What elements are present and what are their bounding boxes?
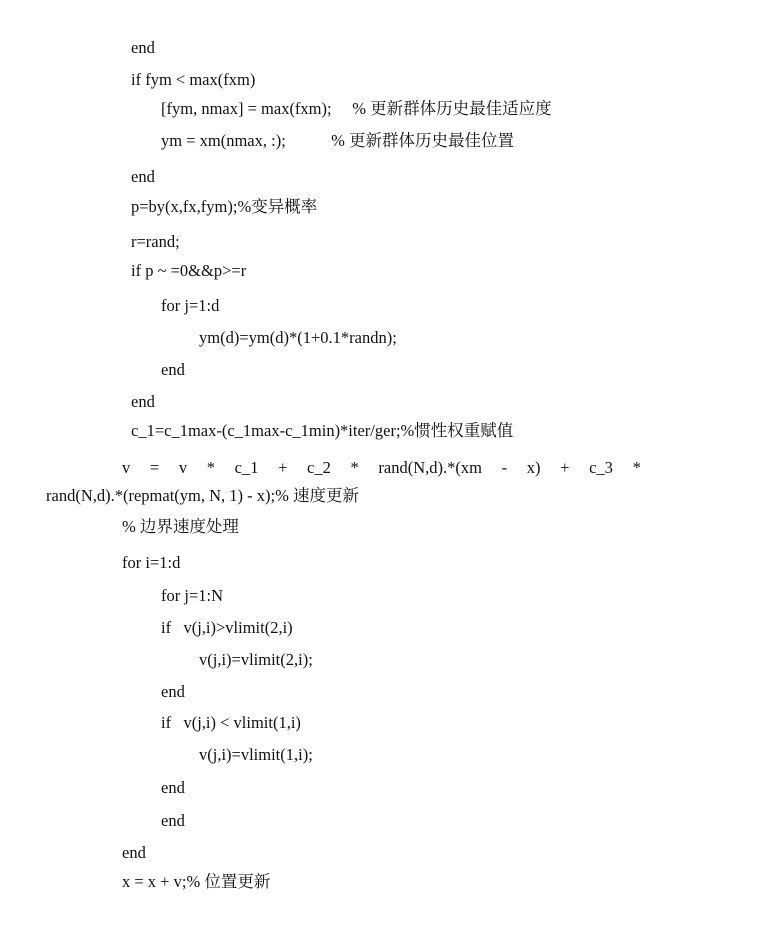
code-line-8: if p ~ =0&&p>=r	[131, 261, 247, 280]
code-line-3: [fym, nmax] = max(fxm); % 更新群体历史最佳适应度	[161, 99, 552, 118]
code-line-1: end	[131, 38, 155, 57]
code-line-5: end	[131, 167, 155, 186]
code-line-15: rand(N,d).*(repmat(ym, N, 1) - x);% 速度更新	[46, 486, 359, 505]
code-line-27: x = x + v;% 位置更新	[122, 872, 271, 891]
code-token: c_2	[307, 458, 331, 477]
code-token: v	[178, 458, 188, 477]
code-line-13: c_1=c_1max-(c_1max-c_1min)*iter/ger;%惯性权重赋值	[131, 421, 514, 440]
code-token: *	[206, 458, 215, 477]
code-token: rand(N,d).*(xm	[378, 458, 482, 477]
code-line-18: for j=1:N	[161, 586, 224, 605]
code-token: x)	[526, 458, 541, 477]
code-line-16: % 边界速度处理	[122, 517, 239, 536]
code-token: c_3	[589, 458, 613, 477]
code-token: *	[632, 458, 641, 477]
code-line-26: end	[122, 843, 146, 862]
code-token: *	[350, 458, 359, 477]
code-line-22: if v(j,i) < vlimit(1,i)	[161, 713, 301, 732]
code-token: v	[122, 458, 131, 477]
code-token: c_1	[234, 458, 259, 477]
code-token: +	[278, 458, 288, 477]
code-line-2: if fym < max(fxm)	[131, 70, 256, 89]
code-token: -	[501, 458, 508, 477]
code-line-4: ym = xm(nmax, :); % 更新群体历史最佳位置	[161, 131, 515, 150]
code-line-23: v(j,i)=vlimit(1,i);	[199, 745, 313, 764]
code-line-11: end	[161, 360, 185, 379]
code-token: +	[560, 458, 570, 477]
code-line-14-justified	[122, 458, 641, 478]
code-line-10: ym(d)=ym(d)*(1+0.1*randn);	[199, 328, 397, 347]
code-line-17: for i=1:d	[122, 553, 181, 572]
code-line-6: p=by(x,fx,fym);%变异概率	[131, 197, 318, 216]
code-line-19: if v(j,i)>vlimit(2,i)	[161, 618, 293, 637]
code-line-20: v(j,i)=vlimit(2,i);	[199, 650, 313, 669]
code-line-21: end	[161, 682, 185, 701]
code-line-24: end	[161, 778, 185, 797]
code-line-7: r=rand;	[131, 232, 180, 251]
code-line-9: for j=1:d	[161, 296, 220, 315]
code-token: =	[149, 458, 160, 477]
code-line-12: end	[131, 392, 155, 411]
code-line-25: end	[161, 811, 185, 830]
